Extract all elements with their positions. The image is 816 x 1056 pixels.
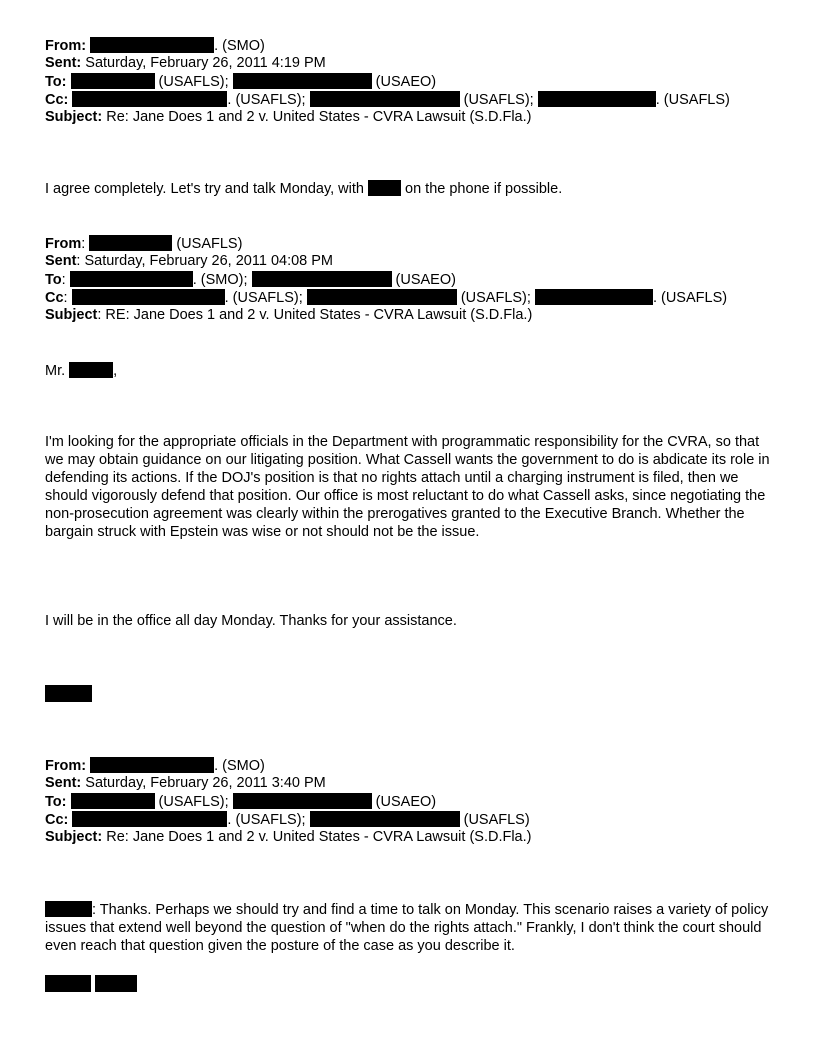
redaction-block	[252, 271, 392, 287]
redaction-block	[233, 73, 372, 89]
from-label: From:	[45, 758, 87, 774]
from-org: . (SMO)	[214, 758, 265, 774]
sent-label: Sent:	[45, 55, 82, 71]
to-label: To:	[45, 74, 67, 90]
email-1-body	[45, 180, 562, 198]
subject-line	[45, 109, 531, 126]
body-text: I agree completely. Let's try and talk Monday, with	[45, 181, 368, 197]
redaction-block	[72, 289, 225, 305]
from-org: (USAFLS)	[172, 236, 243, 252]
redaction-block	[307, 289, 457, 305]
redaction-block	[90, 37, 214, 53]
redaction-block	[90, 757, 214, 773]
to-recipient-2-org: (USAEO)	[371, 74, 437, 90]
cc-recipient-1-org: . (USAFLS);	[227, 812, 306, 828]
redaction-block	[310, 91, 460, 107]
to-label: To:	[45, 794, 67, 810]
redaction-block	[368, 180, 401, 196]
redaction-block	[233, 793, 372, 809]
salutation	[45, 362, 117, 380]
to-line: To: . (SMO); (USAEO)	[45, 272, 456, 288]
cc-recipient-1-org: . (USAFLS);	[227, 92, 306, 108]
redaction-block	[70, 271, 193, 287]
from-org: . (SMO)	[214, 38, 265, 54]
to-line	[45, 73, 436, 91]
cc-recipient-3-org: . (USAFLS)	[655, 92, 730, 108]
cc-recipient-2-org: (USAFLS)	[459, 812, 530, 828]
from-label: From:	[45, 38, 87, 54]
cc-label: Cc:	[45, 812, 69, 828]
redaction-block	[89, 235, 172, 251]
to-label: To	[45, 272, 62, 288]
sent-value: : Saturday, February 26, 2011 04:08 PM	[76, 253, 334, 269]
salutation-text: Mr.	[45, 363, 70, 379]
from-line: From: (USAFLS)	[45, 236, 243, 252]
to-recipient-1-org: (USAFLS);	[154, 74, 229, 90]
subject-label: Subject	[45, 307, 98, 323]
email-3-body	[45, 901, 780, 955]
cc-label: Cc:	[45, 92, 69, 108]
sent-line	[45, 253, 333, 270]
cc-recipient-2-org: (USAFLS);	[456, 290, 531, 306]
signature-redaction	[45, 975, 91, 992]
redaction-block	[69, 362, 113, 378]
sent-value: Saturday, February 26, 2011 4:19 PM	[81, 55, 326, 71]
to-recipient-1-org: . (SMO);	[192, 272, 248, 288]
cc-label: Cc	[45, 290, 64, 306]
to-recipient-2-org: (USAEO)	[371, 794, 437, 810]
from-label: From	[45, 236, 82, 252]
to-recipient-1-org: (USAFLS);	[154, 794, 229, 810]
cc-recipient-1-org: . (USAFLS);	[224, 290, 303, 306]
subject-line	[45, 829, 531, 846]
sent-value: Saturday, February 26, 2011 3:40 PM	[81, 775, 326, 791]
cc-recipient-3-org: . (USAFLS)	[652, 290, 728, 306]
cc-line	[45, 91, 730, 109]
redaction-block	[72, 91, 227, 107]
from-line	[45, 37, 265, 55]
subject-label: Subject:	[45, 829, 103, 845]
body-text: on the phone if possible.	[401, 181, 563, 197]
redaction-block	[535, 289, 653, 305]
cc-line	[45, 811, 530, 829]
redaction-block	[71, 73, 155, 89]
redaction-block	[538, 91, 656, 107]
sent-label: Sent:	[45, 775, 82, 791]
signature-redaction	[45, 685, 92, 702]
from-line	[45, 757, 265, 775]
subject-label: Subject:	[45, 109, 103, 125]
redaction-block	[72, 811, 227, 827]
subject-value: : RE: Jane Does 1 and 2 v. United States - CVRA Lawsuit (S.D.Fla.)	[97, 307, 533, 323]
redaction-block	[45, 901, 92, 917]
cc-recipient-2-org: (USAFLS);	[459, 92, 534, 108]
to-line	[45, 793, 436, 811]
sent-line	[45, 55, 326, 72]
cc-line: Cc: . (USAFLS); (USAFLS); . (USAFLS)	[45, 290, 728, 306]
redaction-block	[71, 793, 155, 809]
body-text: : Thanks. Perhaps we should try and find a time to talk on Monday. This scenario raises a variety of policy issues that extend well beyond the question of "when do the rights attach." Frankly, I don't think the court should even reach that question given the posture of the case as you describe it.	[45, 902, 769, 954]
sent-line	[45, 775, 326, 792]
sent-label: Sent	[45, 253, 77, 269]
email-2-closing: I will be in the office all day Monday. Thanks for your assistance.	[45, 613, 457, 629]
subject-line	[45, 307, 532, 324]
to-recipient-2-org: (USAEO)	[391, 272, 456, 288]
redaction-block	[310, 811, 460, 827]
email-2-paragraph: I'm looking for the appropriate officials in the Department with programmatic responsibility for the CVRA, so that we may obtain guidance on our litigating position. What Cassell wants the government to do is abdicate its role in defending its actions. If the DOJ's position is that no rights attach until a charging instrument is filed, then we should vigorously defend that position. Our office is most reluctant to do what Cassell asks, since negotiating the non-prosecution agreement was clearly within the prerogatives granted to the Executive Branch. Whether the bargain struck with Epstein was wise or not should not be the issue.	[45, 434, 770, 540]
signature-redaction	[95, 975, 137, 992]
salutation-text: ,	[113, 363, 118, 379]
subject-value: Re: Jane Does 1 and 2 v. United States - CVRA Lawsuit (S.D.Fla.)	[102, 829, 532, 845]
subject-value: Re: Jane Does 1 and 2 v. United States - CVRA Lawsuit (S.D.Fla.)	[102, 109, 532, 125]
